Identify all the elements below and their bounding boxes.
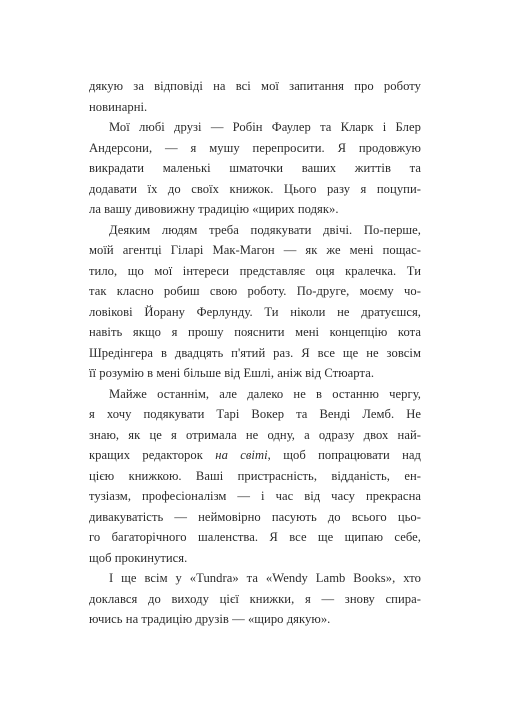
text-line: го багаторічного шаленства. Я все ще щипаю себе,: [89, 530, 421, 544]
text-line: так класно робиш свою роботу. По-друге, моєму чо-: [89, 284, 421, 298]
text-line: Андерсони, — я мушу перепросити. Я продовжую: [89, 140, 421, 155]
text-segment: кращих редакторок: [89, 448, 216, 462]
text-segment: , щоб попрацювати над: [267, 448, 422, 462]
text-line: викрадати маленькі шматочки ваших життів та: [89, 161, 421, 175]
text-line: Мої любі друзі — Робін Фаулер та Кларк і Блер: [109, 120, 421, 134]
text-line: Майже останнім, але далеко не в останню чергу,: [109, 386, 421, 401]
text-line: Деяким людям треба подякувати двічі. По-перше,: [109, 222, 421, 237]
paragraph: [89, 384, 421, 569]
text-line: ловікові Йорану Ферлунду. Ти ніколи не дратуєшся,: [89, 304, 421, 319]
text-line: тузіазм, професіоналізм — і час від часу прекрасна: [89, 489, 421, 503]
paragraph: [89, 220, 421, 384]
text-line: тило, що мої інтереси представляє оця кралечка. Ти: [89, 263, 421, 278]
text-line: ючись на традицію друзів — «щиро дякую».: [89, 612, 331, 626]
text-line: дивакуватість — неймовірно пасують до всього цьо-: [89, 509, 421, 524]
text-line: я хочу подякувати Тарі Вокер та Венді Лемб. Не: [89, 407, 421, 421]
italic-phrase: на світі: [215, 448, 268, 462]
paragraph: [89, 117, 421, 220]
text-line: моїй агентці Гіларі Мак-Магон — як же мені пощас-: [89, 243, 421, 257]
text-line: доклався до виходу цієї книжки, я — знову спира-: [89, 591, 421, 606]
paragraph: [89, 568, 421, 630]
body-text: [89, 76, 421, 630]
text-line: знаю, як це я отримала не одну, а одразу двох най-: [89, 427, 421, 442]
text-line: Шредінгера в двадцять п'ятий раз. Я все ще не зовсім: [89, 345, 421, 360]
text-line: ла вашу дивовижну традицію «щирих подяк».: [89, 202, 339, 216]
text-line: [89, 445, 421, 466]
text-line: цією книжкою. Ваші пристрасність, відданість, ен-: [89, 468, 421, 483]
paragraph: [89, 76, 421, 117]
text-line: навіть якщо я прошу пояснити мені концепцію кота: [89, 325, 421, 339]
text-line: І ще всім у «Tundra» та «Wendy Lamb Books», хто: [109, 571, 421, 585]
text-line: додавати їх до своїх книжок. Цього разу я поцупи-: [89, 181, 421, 196]
text-line: дякую за відповіді на всі мої запитання про роботу: [89, 79, 421, 93]
text-line: її розумію в мені більше від Ешлі, аніж від Стюарта.: [89, 366, 375, 380]
text-line: новинарні.: [89, 99, 148, 114]
text-line: щоб прокинутися.: [89, 550, 188, 565]
